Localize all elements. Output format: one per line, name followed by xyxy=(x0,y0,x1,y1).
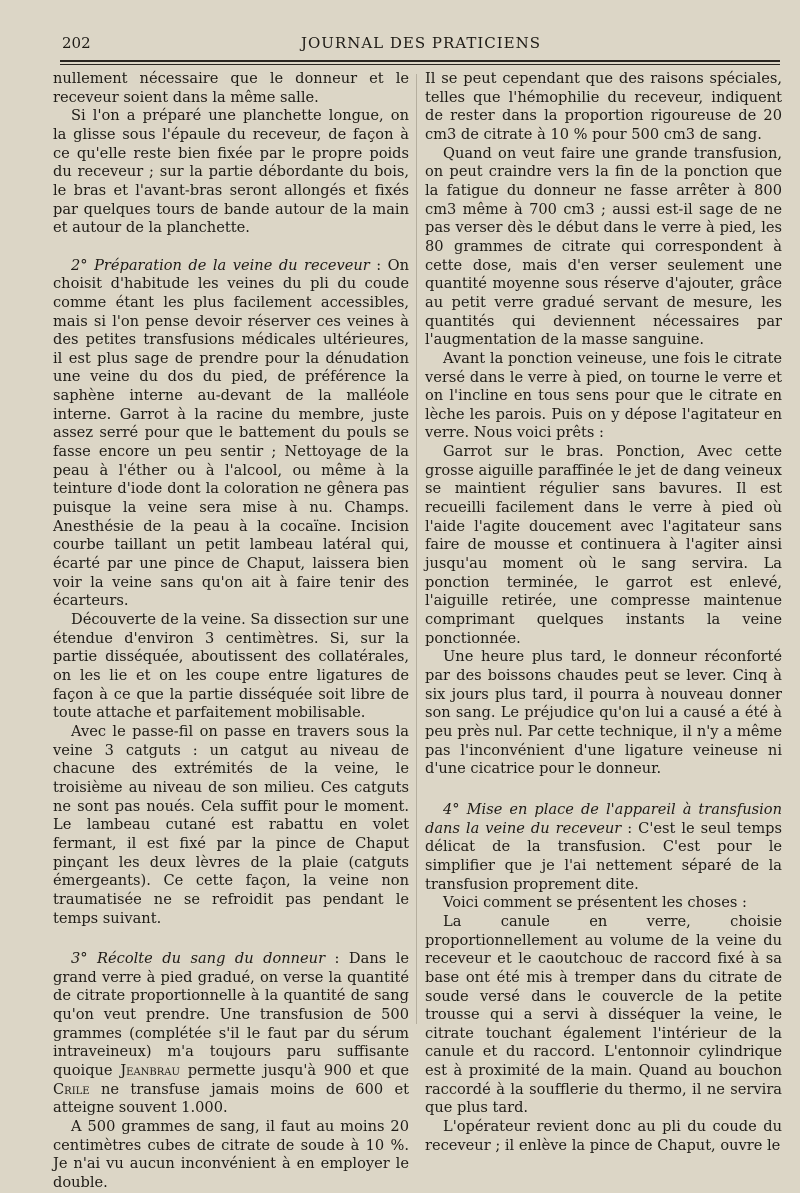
paragraph xyxy=(425,1118,782,1155)
paragraph-text: Garrot sur le bras. Ponction, Avec cette grosse aiguille paraffinée le jet de dang veineux se maintient régulier sans bavures. Il est recueilli facilement dans le verre à pied où l'aide l'agite doucement avec l'agitateur sans faire de mousse et continuera à l'agiter ainsi jusqu'au moment où le sang servira. La ponction terminée, le garrot est enlevé, l'aiguille retirée, une compresse maintenue comprimant quelques instants la veine ponctionnée. xyxy=(425,443,782,647)
paragraph-text: Avant la ponction veineuse, une fois le citrate versé dans le verre à pied, on tourne le verre et on l'incline en tous sens pour que le citrate en lèche les parois. Puis on y dépose l'agitateur en verre. Nous voici prêts : xyxy=(425,349,782,442)
section-heading: 4° Mise en place de l'appareil à transfusion dans la veine du receveur xyxy=(425,800,782,837)
page-number: 202 xyxy=(62,34,91,52)
journal-title: JOURNAL DES PRATICIENS xyxy=(300,34,542,52)
section-heading: 3° Récolte du sang du donneur xyxy=(71,950,326,968)
paragraph xyxy=(425,894,782,913)
paragraph-text: permette jusqu'à 900 et que xyxy=(179,1062,410,1080)
paragraph xyxy=(425,443,782,648)
paragraph-text: A 500 grammes de sang, il faut au moins 20 centimètres cubes de citrate de soude à 10 %. Je n'ai vu aucun inconvénient à en employer le double. xyxy=(53,1118,409,1192)
paragraph xyxy=(53,70,409,107)
paragraph-text: : Dans le grand verre à pied gradué, on verse la quantité de citrate proportionnelle à la quantité de sang qu'on veut prendre. Une transfusion de 500 grammes (complétée s'il le faut par du sérum intraveineux) m'a toujours paru suffisante quoique xyxy=(53,950,409,1080)
paragraph-text: ne transfuse jamais moins de 600 et atteigne souvent 1.000. xyxy=(53,1080,409,1117)
left-column xyxy=(53,70,409,1193)
paragraph xyxy=(53,1118,409,1193)
paragraph-text: L'opérateur revient donc au pli du coude du receveur ; il enlève la pince de Chaput, ouvre le xyxy=(425,1118,782,1154)
section-heading: 2° Préparation de la veine du receveur xyxy=(71,256,370,274)
paragraph-text: : On choisit d'habitude les veines du pli du coude comme étant les plus facilement accessibles, mais si l'on pense devoir réserver ces veines à des petites transfusions médicales ultérieures, il est plus sage de prendre pour la dénudation une veine du dos du pied, de préférence la saphène interne au-devant de la malléole interne. Garrot à la racine du membre, juste assez serré pour que le battement du pouls se fasse encore un peu sentir ; Nettoyage de la peau à l'éther ou à l'alcool, ou même à la teinture d'iode dont la coloration ne gênera pas puisque la veine sera mise à nu. Champs. Anesthésie de la peau à la cocaïne. Incision courbe taillant un petit lambeau latéral qui, écarté par une pince de Chaput, laissera bien voir la veine sans qu'on ait à faire tenir des écarteurs. xyxy=(53,256,409,610)
paragraph-text: nullement nécessaire que le donneur et le receveur soient dans la même salle. xyxy=(53,70,409,106)
paragraph-text: : C'est le seul temps délicat de la transfusion. C'est pour le simplifier que je l'ai nettement séparé de la transfusion proprement dite. xyxy=(425,819,782,893)
header-rule xyxy=(60,60,780,62)
section-paragraph xyxy=(53,257,409,611)
author-name: Jeanbrau xyxy=(120,1062,180,1080)
author-name: Crile xyxy=(53,1080,90,1098)
paragraph xyxy=(53,611,409,723)
paragraph xyxy=(425,913,782,1118)
section-paragraph xyxy=(53,950,409,1118)
paragraph-text: Avec le passe-fil on passe en travers sous la veine 3 catguts : un catgut au niveau de chacune des extrémités de la veine, le troisième au niveau de son milieu. Ces catguts ne sont pas noués. Cela suffit pour le moment. Le lambeau cutané est rabattu en volet fermant, il est fixé par la pince de Chaput pinçant les deux lèvres de la plaie (catguts émergeants). Ce cette façon, la veine non traumatisée ne se refroidit pas pendant le temps suivant. xyxy=(53,722,409,927)
header-rule-thin xyxy=(60,64,780,65)
column-divider xyxy=(416,74,417,1024)
paragraph xyxy=(425,648,782,779)
right-column xyxy=(425,70,782,1155)
paragraph-text: Si l'on a préparé une planchette longue, on la glisse sous l'épaule du receveur, de façon à ce qu'elle reste bien fixée par le propre poids du receveur ; sur la partie débordante du bois, le bras et l'avant-bras seront allongés et fixés par quelques tours de bande autour de la main et autour de la planchette. xyxy=(53,107,409,237)
paragraph-text: Une heure plus tard, le donneur réconforté par des boissons chaudes peut se lever. Cinq à six jours plus tard, il pourra à nouveau donner son sang. Le préjudice qu'on lui a causé a été à peu près nul. Par cette technique, il n'y a même pas l'inconvénient d'une ligature veineuse ni d'une cicatrice pour le donneur. xyxy=(425,648,782,778)
running-header xyxy=(62,34,780,56)
paragraph-text: Il se peut cependant que des raisons spéciales, telles que l'hémophilie du receveur, indiquent de rester dans la proportion rigoureuse de 20 cm3 de citrate à 10 % pour 500 cm3 de sang. xyxy=(425,70,782,143)
paragraph xyxy=(425,350,782,443)
paragraph-text: Découverte de la veine. Sa dissection sur une étendue d'environ 3 centimètres. Si, sur la partie disséquée, aboutissent des collatérales, on les lie et on les coupe entre ligatures de façon à ce que la partie disséquée soit libre de toute attache et parfaitement mobilisable. xyxy=(53,611,409,722)
paragraph-text: Quand on veut faire une grande transfusion, on peut craindre vers la fin de la ponction que la fatigue du donneur ne fasse arrêter à 800 cm3 même à 700 cm3 ; aussi est-il sage de ne pas verser dès le début dans le verre à pied, les 80 grammes de citrate qui correspondent à cette dose, mais d'en verser seulement une quantité moyenne sous réserve d'ajouter, grâce au petit verre gradué servant de mesure, les quantités qui deviennent nécessaires par l'augmentation de la masse sanguine. xyxy=(425,144,782,349)
paragraph-text: La canule en verre, choisie proportionnellement au volume de la veine du receveur et le caoutchouc de raccord fixé à sa base ont été mis à tremper dans du citrate de soude versé dans le couvercle de la petite trousse qui a servi à disséquer la veine, le citrate touchant également l'intérieur de la canule et du raccord. L'entonnoir cylindrique est à proximité de la main. Quand au bouchon raccordé à la soufflerie du thermo, il ne servira que plus tard. xyxy=(425,912,782,1117)
paragraph xyxy=(53,107,409,238)
paragraph xyxy=(425,145,782,350)
paragraph-text: Voici comment se présentent les choses : xyxy=(443,894,747,912)
section-paragraph xyxy=(425,801,782,894)
paragraph xyxy=(53,723,409,928)
paragraph xyxy=(425,70,782,145)
